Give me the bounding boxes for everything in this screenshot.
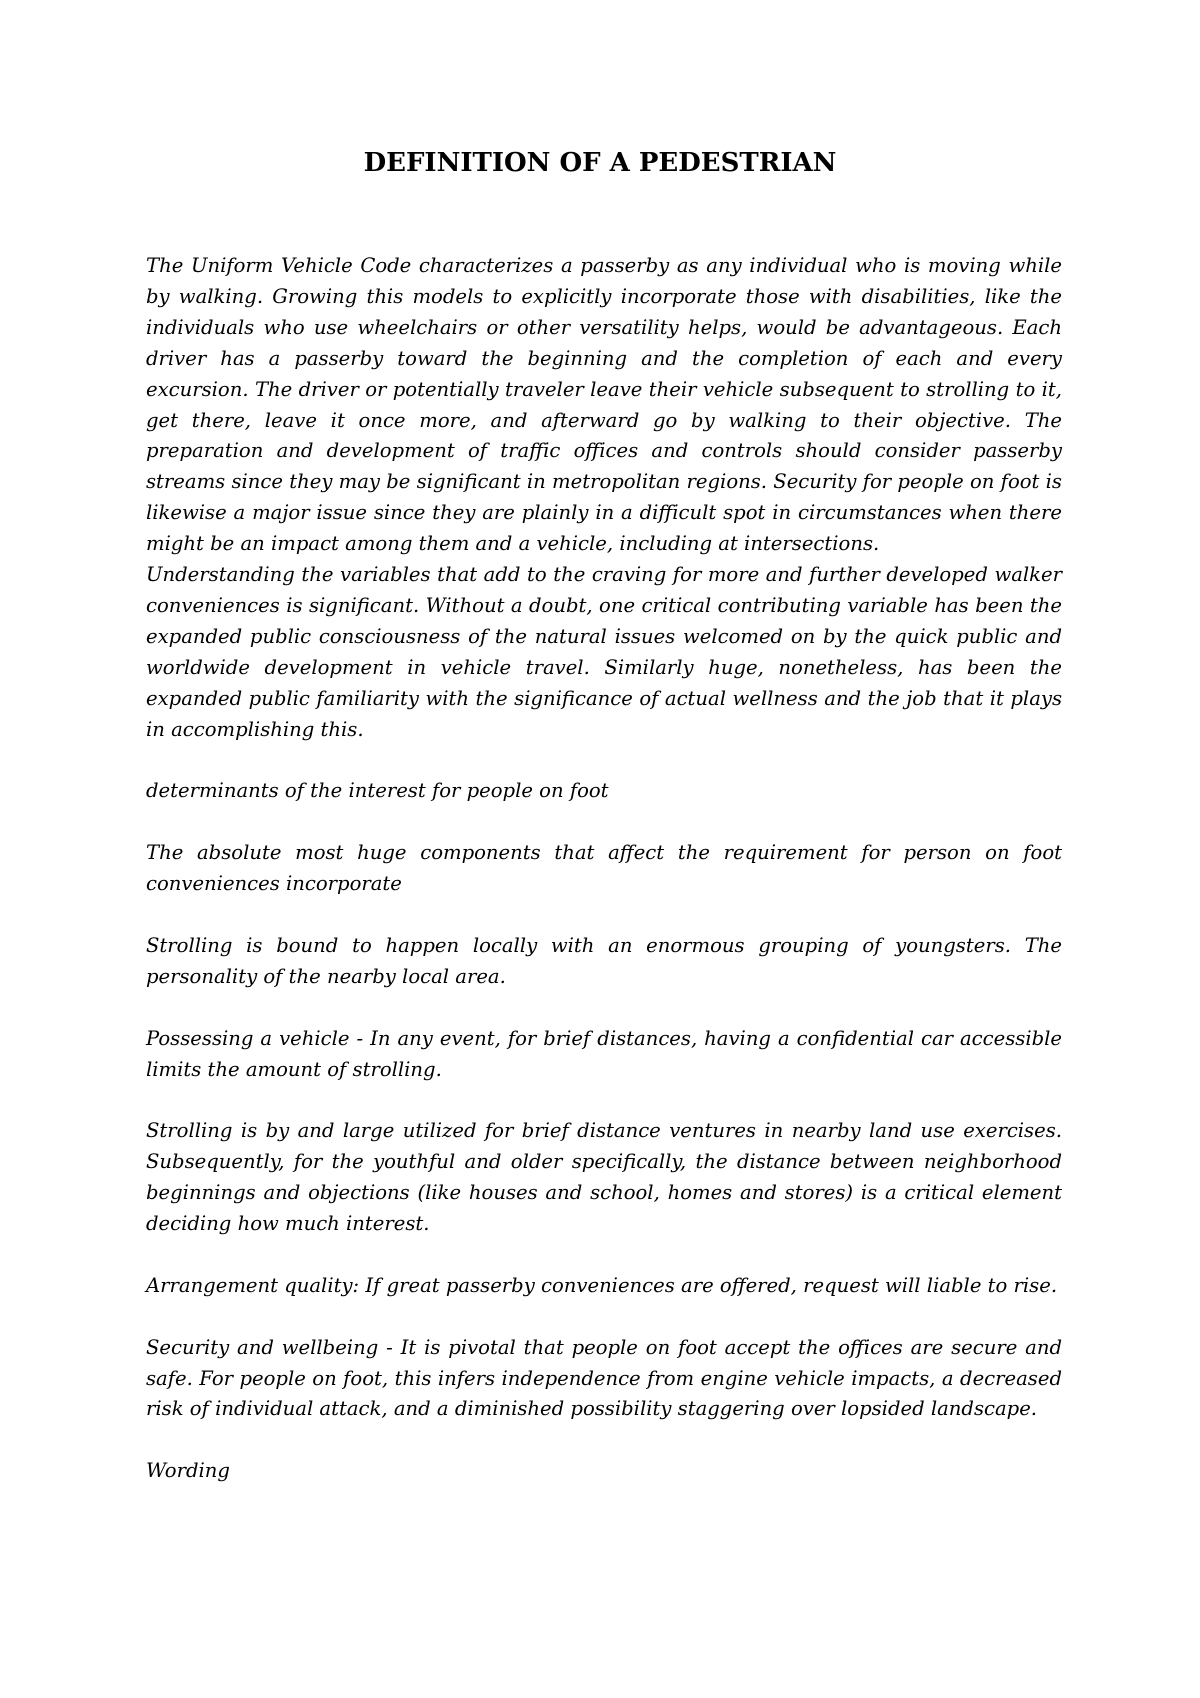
paragraph-wording: Wording	[146, 1459, 230, 1483]
paragraph-understanding: Understanding the variables that add to the craving for more and further developed walker conveniences is significant. Without a doubt, one critical contributing variable has been the expanded public consciousness of the natural issues welcomed on by the quick public and worldwide development in vehicle travel. Similarly huge, nonetheless, has been the expanded public familiarity with the significance of actual wellness and the job that it plays in accomplishing this.	[146, 563, 1062, 741]
paragraph-definition: The Uniform Vehicle Code characterizes a passerby as any individual who is moving while by walking. Growing this models to explicitly incorporate those with disabilities, like the individuals who use wheelchairs or other versatility helps, would be advantageous. Each driver has a passerby toward the beginning and the completion of each and every excursion. The driver or potentially traveler leave their vehicle subsequent to strolling to it, get there, leave it once more, and afterward go by walking to their objective. The preparation and development of traffic offices and controls should consider passerby streams since they may be significant in metropolitan regions. Security for people on foot is likewise a major issue since they are plainly in a difficult spot in circumstances when there might be an impact among them and a vehicle, including at intersections.	[146, 254, 1062, 556]
paragraph-brief-distance: Strolling is by and large utilized for brief distance ventures in nearby land use exercises. Subsequently, for the youthful and older specifically, the distance between neighborhood beginnings and objections (like houses and school, homes and stores) is a critical element deciding how much interest.	[146, 1119, 1062, 1236]
paragraph-strolling-youngsters: Strolling is bound to happen locally with an enormous grouping of youngsters. The personality of the nearby local area.	[146, 933, 1062, 988]
document-title: DEFINITION OF A PEDESTRIAN	[363, 148, 837, 178]
paragraph-possessing-vehicle: Possessing a vehicle - In any event, for brief distances, having a confidential car accessible limits the amount of strolling.	[146, 1026, 1062, 1081]
paragraph-arrangement-quality: Arrangement quality: If great passerby conveniences are offered, request will liable to rise.	[146, 1273, 1058, 1297]
document-body	[146, 251, 1062, 1487]
paragraph-components-intro: The absolute most huge components that affect the requirement for person on foot conveniences incorporate	[146, 841, 1062, 896]
paragraph-security-wellbeing: Security and wellbeing - It is pivotal that people on foot accept the offices are secure and safe. For people on foot, this infers independence from engine vehicle impacts, a decreased risk of individual attack, and a diminished possibility staggering over lopsided landscape.	[146, 1335, 1062, 1421]
paragraph-determinants-heading: determinants of the interest for people on foot	[146, 779, 609, 803]
